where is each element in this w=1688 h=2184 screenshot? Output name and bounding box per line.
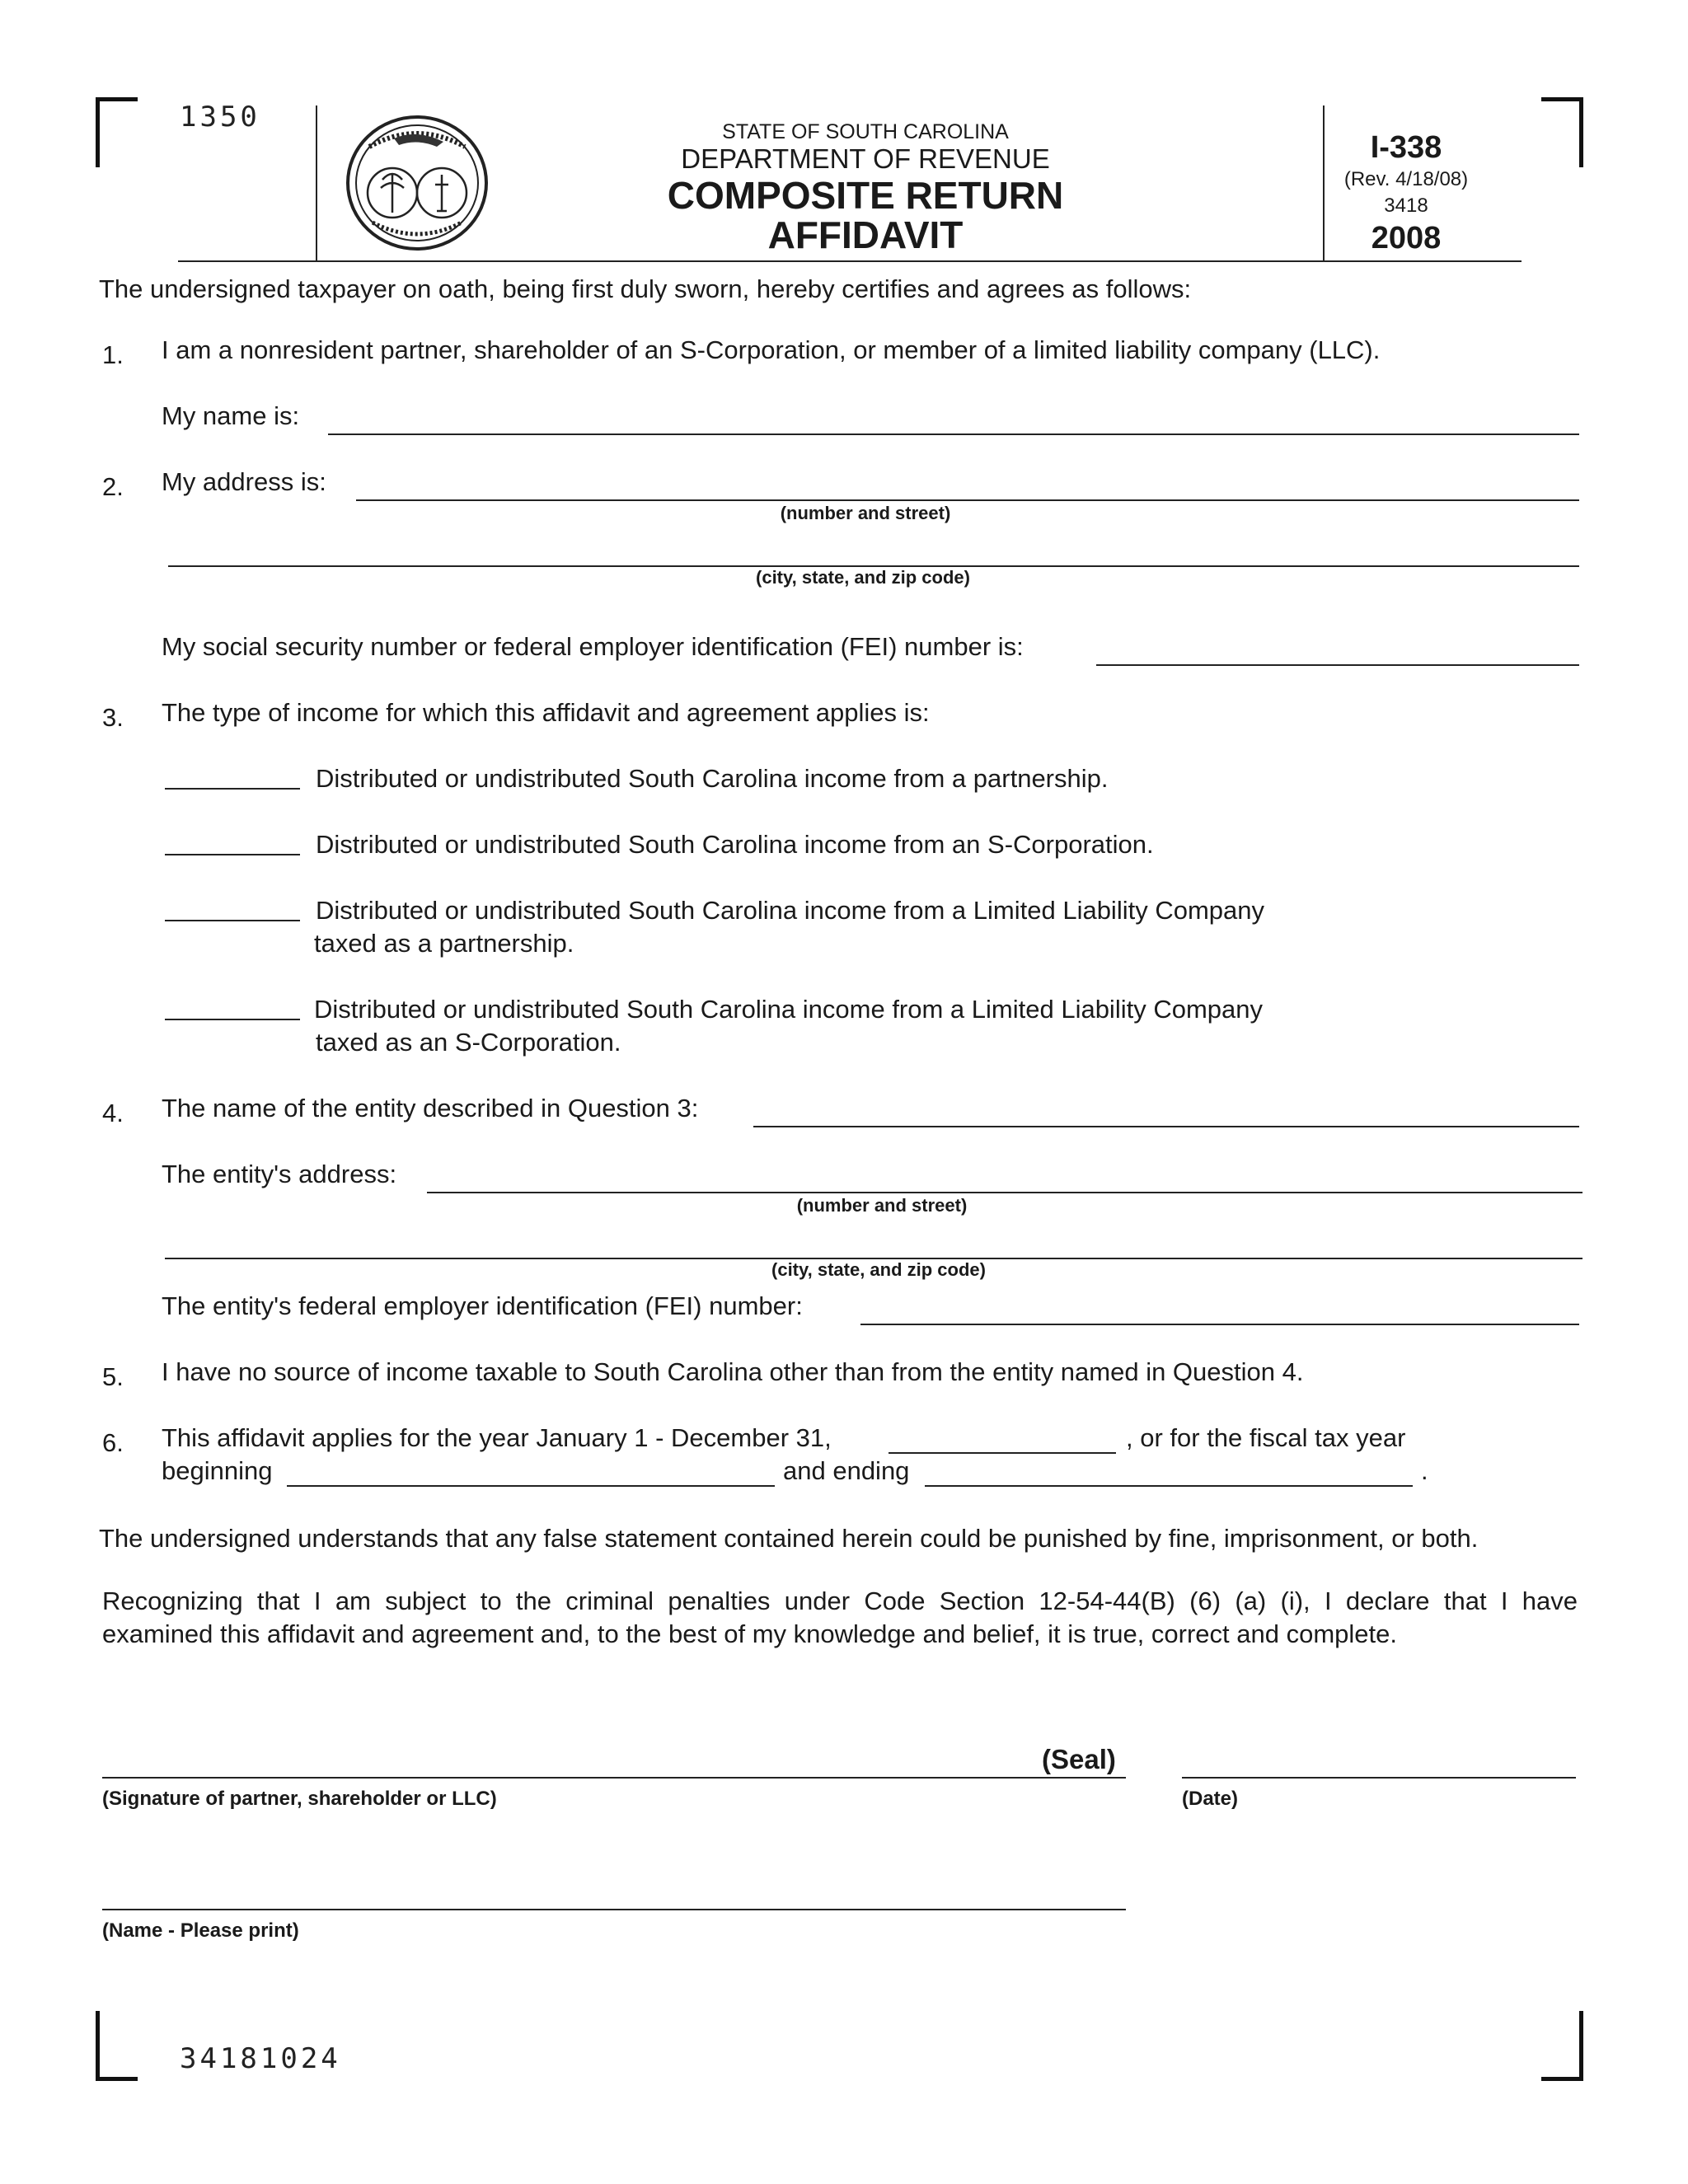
understands-text: The undersigned understands that any false statement contained herein could be punished by fine, imprisonment, or both. [99,1524,1479,1553]
corner-mark-top-left [96,97,138,167]
seal-label: (Seal) [1042,1744,1116,1774]
q3-number: 3. [102,703,124,732]
ssn-label: My social security number or federal employer identification (FEI) number is: [162,632,1024,661]
form-code-top: 1350 [180,101,260,134]
header-divider-left [316,105,317,260]
corner-mark-bottom-right [1541,2011,1583,2081]
tax-year-field[interactable] [889,1452,1116,1454]
q6-number: 6. [102,1428,124,1457]
q5-text: I have no source of income taxable to South Carolina other than from the entity named in Question 4. [162,1357,1304,1386]
entity-address-street-field[interactable] [427,1192,1582,1193]
option-llc-partnership-text-2: taxed as a partnership. [314,929,574,958]
q5-number: 5. [102,1362,124,1391]
header-department: DEPARTMENT OF REVENUE [681,143,1050,174]
form-revision: (Rev. 4/18/08) [1343,168,1469,190]
form-id: I-338 [1370,130,1442,165]
option-s-corp-text: Distributed or undistributed South Carolina income from an S-Corporation. [316,830,1154,859]
address-street-field[interactable] [356,499,1579,501]
entity-city-caption: (city, state, and zip code) [771,1259,986,1280]
corner-mark-top-right [1541,97,1583,167]
entity-name-label: The name of the entity described in Question 3: [162,1094,699,1122]
option-partnership-text: Distributed or undistributed South Carolina income from a partnership. [316,764,1109,793]
form-year: 2008 [1371,221,1442,255]
date-field[interactable] [1182,1777,1576,1779]
date-caption: (Date) [1182,1788,1239,1810]
signature-caption: (Signature of partner, shareholder or LLC) [102,1788,497,1810]
header-divider-right [1323,105,1325,260]
option-llc-partnership-blank[interactable] [165,920,300,921]
form-title-line2: AFFIDAVIT [767,213,964,256]
q1-text: I am a nonresident partner, shareholder of an S-Corporation, or member of a limited liability company (LLC). [162,335,1381,364]
entity-street-caption: (number and street) [796,1195,968,1216]
q6-text-b: , or for the fiscal tax year [1126,1423,1406,1452]
entity-name-field[interactable] [753,1126,1579,1127]
q6-text-a: This affidavit applies for the year January 1 - December 31, [162,1423,832,1452]
q3-text: The type of income for which this affidavit and agreement applies is: [162,698,930,727]
entity-address-label: The entity's address: [162,1160,397,1188]
recognizing-text-1: Recognizing that I am subject to the criminal penalties under Code Section 12-54-44(B) (6) (a) (i), I declare that I have [102,1586,1578,1615]
entity-fei-field[interactable] [860,1324,1579,1325]
name-label: My name is: [162,401,300,430]
option-partnership-blank[interactable] [165,788,300,790]
q4-number: 4. [102,1099,124,1127]
entity-fei-label: The entity's federal employer identification (FEI) number: [162,1291,803,1320]
option-llc-s-corp-blank[interactable] [165,1019,300,1020]
recognizing-text-2: examined this affidavit and agreement and, to the best of my knowledge and belief, it is true, correct and complete. [102,1619,1397,1648]
header-state: STATE OF SOUTH CAROLINA [722,120,1009,143]
q2-number: 2. [102,472,124,501]
form-code-bottom: 34181024 [180,2042,341,2075]
option-llc-partnership-text: Distributed or undistributed South Carolina income from a Limited Liability Company [316,896,1264,925]
form-title-line1: COMPOSITE RETURN [667,174,1064,217]
and-ending-label: and ending [783,1456,910,1485]
option-llc-s-corp-text-2: taxed as an S-Corporation. [316,1028,621,1057]
address-label: My address is: [162,467,326,496]
city-caption: (city, state, and zip code) [756,567,970,588]
ssn-field[interactable] [1096,664,1579,666]
form-number: 3418 [1384,194,1428,217]
signature-field[interactable] [102,1777,1126,1779]
fiscal-ending-field[interactable] [925,1485,1413,1487]
intro-text: The undersigned taxpayer on oath, being first duly sworn, hereby certifies and agrees as follows: [99,274,1192,303]
name-field[interactable] [328,434,1579,435]
q1-number: 1. [102,340,124,369]
street-caption: (number and street) [780,503,951,523]
printed-name-field[interactable] [102,1909,1126,1910]
option-s-corp-blank[interactable] [165,854,300,855]
q6-period: . [1421,1456,1428,1485]
header-bottom-rule [178,260,1522,262]
state-seal-icon [345,114,490,252]
fiscal-beginning-field[interactable] [287,1485,775,1487]
corner-mark-bottom-left [96,2011,138,2081]
option-llc-s-corp-text: Distributed or undistributed South Carolina income from a Limited Liability Company [314,995,1263,1024]
beginning-label: beginning [162,1456,273,1485]
printed-name-caption: (Name - Please print) [102,1919,299,1942]
